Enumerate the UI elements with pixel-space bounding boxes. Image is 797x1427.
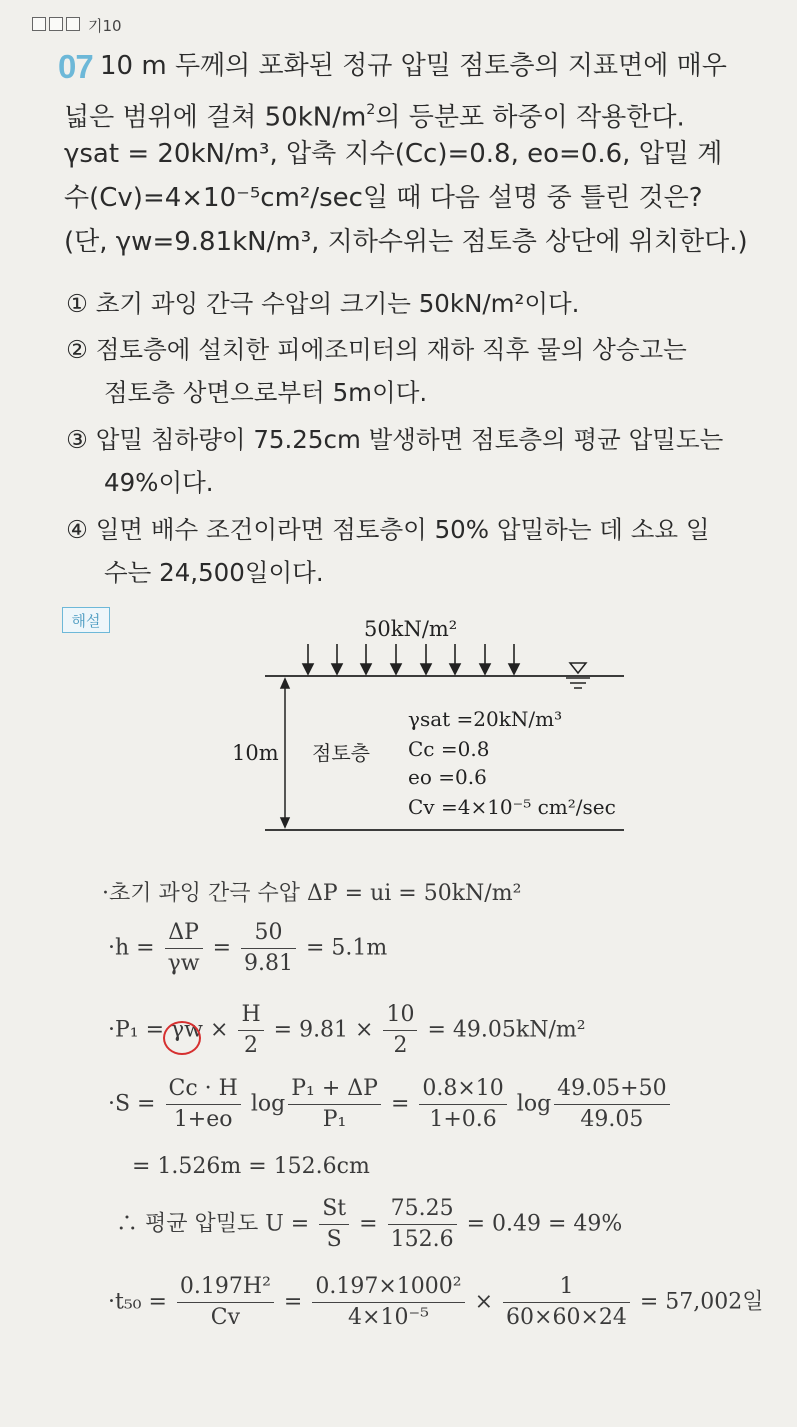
exam-tag: 기10 bbox=[88, 17, 122, 35]
choice-2[interactable]: ② 점토층에 설치한 피에조미터의 재하 직후 물의 상승고는 bbox=[66, 335, 687, 364]
load-label: 50kN/m² bbox=[364, 617, 458, 641]
thickness-label: 10m bbox=[232, 741, 279, 765]
choice-4-cont: 수는 24,500일이다. bbox=[104, 558, 324, 587]
prop-eo: eo =0.6 bbox=[408, 765, 487, 789]
prop-gamma-sat: γsat =20kN/m³ bbox=[408, 707, 563, 731]
question-line-3: γsat = 20kN/m³, 압축 지수(Cc)=0.8, eo=0.6, 압밀 계 bbox=[64, 139, 723, 169]
layer-label: 점토층 bbox=[312, 741, 370, 765]
prop-cv: Cv =4×10⁻⁵ cm²/sec bbox=[408, 795, 616, 819]
question-line-4: 수(Cv)=4×10⁻⁵cm²/sec일 때 다음 설명 중 틀린 것은? bbox=[64, 183, 703, 213]
question-number: 07 bbox=[58, 48, 93, 85]
question-line-5: (단, γw=9.81kN/m³, 지하수위는 점토층 상단에 위치한다.) bbox=[64, 227, 748, 257]
question-line-1: 10 m 두께의 포화된 정규 압밀 점토층의 지표면에 매우 bbox=[100, 51, 727, 81]
checkbox[interactable] bbox=[49, 17, 63, 31]
question-line-2: 넓은 범위에 걸쳐 $50kN/m^2$의 등분포 하중이 작용한다. bbox=[64, 102, 685, 133]
load-arrows bbox=[303, 644, 519, 674]
thickness-dimension bbox=[281, 679, 289, 827]
solution-step-6: ∴ 평균 압밀도 U = $\frac{St}{S}$ = $\frac{75.25}{152.6}$ = 0.49 = 49% bbox=[116, 1196, 623, 1252]
choice-3-cont: 49%이다. bbox=[104, 468, 214, 497]
choice-2-cont: 점토층 상면으로부터 5m이다. bbox=[104, 378, 428, 407]
solution-step-1: ·초기 과잉 간극 수압 ΔP = ui = 50kN/m² bbox=[102, 881, 522, 906]
progress-checkboxes bbox=[32, 17, 80, 31]
solution-step-2: ·h = $\frac{\Delta P}{\gamma w}$ = $\frac{50}{9.81}$ = 5.1m bbox=[108, 920, 388, 976]
gamma-w-highlight-circle bbox=[163, 1021, 201, 1055]
checkbox[interactable] bbox=[32, 17, 46, 31]
clay-layer-diagram bbox=[0, 600, 797, 850]
solution-step-5: = 1.526m = 152.6cm bbox=[132, 1154, 370, 1179]
prop-cc: Cc =0.8 bbox=[408, 737, 490, 761]
explanation-label: 해설 bbox=[62, 607, 110, 633]
solution-step-4: ·S = $\frac{Cc \cdot H}{1+eo}$ log $\frac{\text{P₁ + ΔP}}{\text{P₁}}$ = $\frac{0.8\times 10}{1+0.6}$ log $\frac{49.05+50}{49.05}$ bbox=[108, 1074, 673, 1135]
choice-1[interactable]: ① 초기 과잉 간극 수압의 크기는 50kN/m²이다. bbox=[66, 289, 580, 318]
solution-step-3: ·P₁ = γw × $\frac{H}{2}$ = 9.81 × $\frac{10}{2}$ = 49.05kN/m² bbox=[108, 1002, 586, 1058]
choice-3[interactable]: ③ 압밀 침하량이 75.25cm 발생하면 점토층의 평균 압밀도는 bbox=[66, 425, 724, 454]
solution-step-7: ·t₅₀ = $\frac{\text{0.197H²}}{Cv}$ = $\frac{\text{0.197×1000²}}{\text{4×10⁻⁵}}$ × $\frac{1}{60\times 60\times 24}$ = 57,002일 bbox=[108, 1274, 764, 1330]
choice-4[interactable]: ④ 일면 배수 조건이라면 점토층이 50% 압밀하는 데 소요 일 bbox=[66, 515, 710, 544]
checkbox[interactable] bbox=[66, 17, 80, 31]
